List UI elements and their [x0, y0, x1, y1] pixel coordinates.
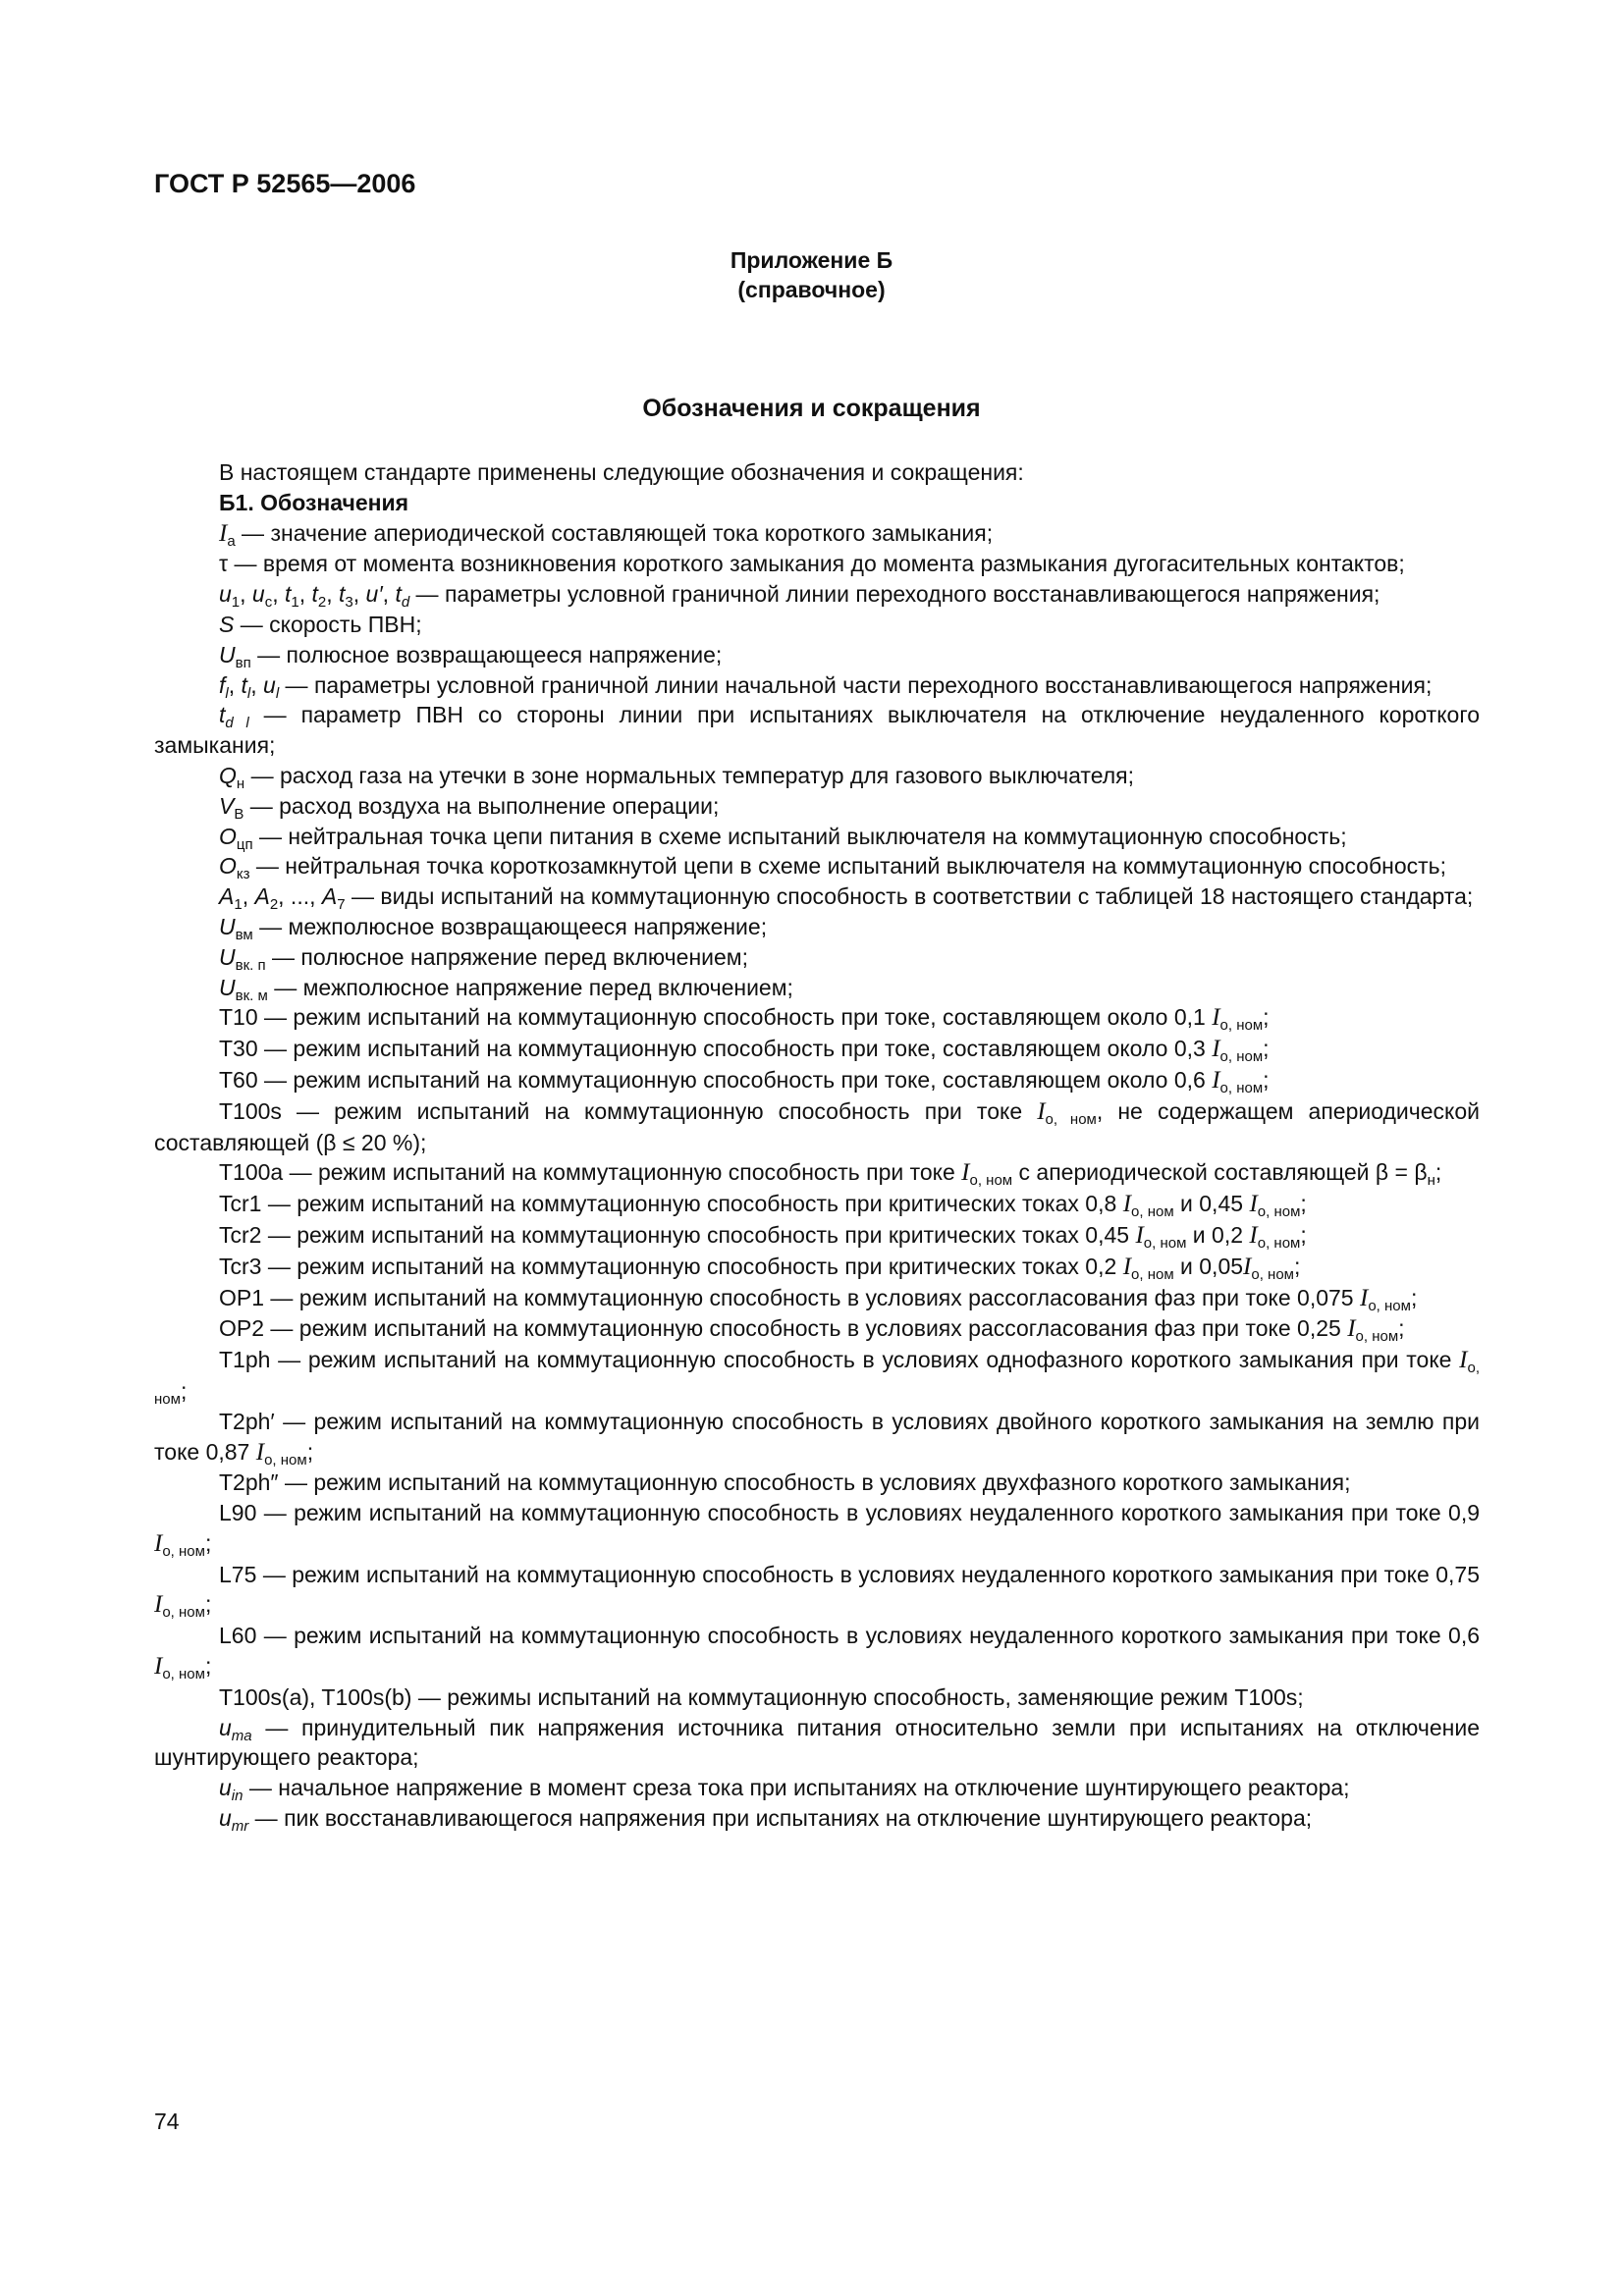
definition-s: S — скорость ПВН; — [219, 611, 422, 637]
definition-uvm: $U_{вм}$ — межполюсное возвращающееся напряжение; — [219, 913, 768, 943]
definition-tau: τ — время от момента возникновения короткого замыкания до момента размыкания дугогасительных контактов; — [219, 551, 1405, 577]
definition-op2: OP2 — режим испытаний на коммутационную способность в условиях рассогласования фаз при токе 0,25 $I_{о, ном}$; — [219, 1315, 1405, 1346]
definition-t100sab: T100s(a), T100s(b) — режимы испытаний на коммутационную способность, заменяющие режим T100s; — [219, 1683, 1304, 1710]
definition-t100s: Т100s — режим испытаний на коммутационную способность при токе $I_{о, ном}$, не содержащем апериодической составляющей (β ≤ 20 %); — [154, 1097, 1480, 1155]
definition-uma: $u_{ma}$ — принудительный пик напряжения источника питания относительно земли при испытаниях на отключение шунтирующего реактора; — [154, 1714, 1480, 1771]
definition-a1: $A_1$, $A_2$, ..., $A_7$ — виды испытаний на коммутационную способность в соответствии с таблицей 18 настоящего стандарта; — [219, 883, 1474, 914]
definition-qn: $Q_н$ — расход газа на утечки в зоне нормальных температур для газового выключателя; — [219, 762, 1134, 792]
appendix-title: Приложение Б — [730, 247, 893, 273]
definition-t2ph2: T2ph″ — режим испытаний на коммутационную способность в условиях двухфазного короткого замыкания; — [219, 1469, 1351, 1496]
definition-tcr2: Tcr2 — режим испытаний на коммутационную способность при критических токах 0,45 $I_{о, ном}$ и 0,2 $I_{о, ном}$; — [219, 1221, 1307, 1252]
intro-paragraph: В настоящем стандарте применены следующие обозначения и сокращения: — [219, 459, 1024, 485]
definition-vv: $V_В$ — расход воздуха на выполнение операции; — [219, 792, 720, 823]
definition-t30: Т30 — режим испытаний на коммутационную способность при токе, составляющем около 0,3 $I_{о, ном}$; — [219, 1036, 1270, 1066]
definition-t1ph: T1ph — режим испытаний на коммутационную способность в условиях однофазного короткого замыкания при токе $I_{о, ном}$; — [154, 1347, 1480, 1408]
section-title: Обозначения и сокращения — [642, 395, 981, 422]
definition-t10: Т10 — режим испытаний на коммутационную способность при токе, составляющем около 0,1 $I_{о, ном}$; — [219, 1004, 1270, 1035]
document-id: ГОСТ Р 52565—2006 — [154, 169, 416, 198]
definition-tcr3: Tcr3 — режим испытаний на коммутационную способность при критических токах 0,2 $I_{о, ном}$ и $0,05I_{о, ном}$; — [219, 1253, 1301, 1283]
subsection-title: Б1. Обозначения — [219, 489, 409, 515]
appendix-kind: (справочное) — [737, 277, 886, 302]
definition-fl: $f_l$, $t_l$, $u_l$ — параметры условной граничной линии начальной части переходного восстанавливающегося напряжения; — [219, 671, 1433, 702]
definition-t100a: Т100а — режим испытаний на коммутационную способность при токе $I_{о, ном}$ с апериодической составляющей $\beta = \beta_н$; — [219, 1159, 1442, 1190]
definition-tdl: $t_{d l}$ — параметр ПВН со стороны линии при испытаниях выключателя на отключение неудаленного короткого замыкания; — [154, 702, 1480, 759]
definition-u1: $u_1$, $u_c$, $t_1$, $t_2$, $t_3$, u′, $t_d$ — параметры условной граничной линии переходного восстанавливающегося напряжения; — [219, 581, 1380, 612]
definition-l90: L90 — режим испытаний на коммутационную способность в условиях неудаленного короткого замыкания при токе 0,9 $I_{о, ном}$; — [154, 1500, 1480, 1560]
definition-t2ph1: T2ph′ — режим испытаний на коммутационную способность в условиях двойного короткого замыкания на землю при токе 0,87 $I_{о, ном}$; — [154, 1408, 1480, 1468]
definition-uvkm: $U_{вк. м}$ — межполюсное напряжение перед включением; — [219, 974, 793, 1004]
document-body — [154, 457, 1480, 1834]
definition-l75: L75 — режим испытаний на коммутационную способность в условиях неудаленного короткого замыкания при токе 0,75 $I_{о, ном}$; — [154, 1561, 1480, 1622]
definition-ia: $I_а$ — значение апериодической составляющей тока короткого замыкания; — [219, 519, 994, 550]
definition-op1: OP1 — режим испытаний на коммутационную способность в условиях рассогласования фаз при токе 0,075 $I_{о, ном}$; — [219, 1284, 1418, 1314]
definition-uin: $u_{in}$ — начальное напряжение в момент среза тока при испытаниях на отключение шунтирующего реактора; — [219, 1775, 1350, 1805]
page-number: 74 — [154, 2109, 180, 2134]
definition-umr: $u_{mr}$ — пик восстанавливающегося напряжения при испытаниях на отключение шунтирующего реактора; — [219, 1805, 1313, 1836]
definition-tcr1: Tcr1 — режим испытаний на коммутационную способность при критических токах 0,8 $I_{о, ном}$ и 0,45 $I_{о, ном}$; — [219, 1191, 1307, 1221]
definition-t60: Т60 — режим испытаний на коммутационную способность при токе, составляющем около 0,6 $I_{о, ном}$; — [219, 1066, 1270, 1096]
definition-okz: $O_{кз}$ — нейтральная точка короткозамкнутой цепи в схеме испытаний выключателя на коммутационную способность; — [219, 853, 1447, 883]
definition-ocp: $O_{цп}$ — нейтральная точка цепи питания в схеме испытаний выключателя на коммутационную способность; — [219, 823, 1347, 853]
definition-l60: L60 — режим испытаний на коммутационную способность в условиях неудаленного короткого замыкания при токе 0,6 $I_{о, ном}$; — [154, 1623, 1480, 1683]
definition-uvkp: $U_{вк. п}$ — полюсное напряжение перед включением; — [219, 943, 748, 974]
definition-uvp: $U_{вп}$ — полюсное возвращающееся напряжение; — [219, 641, 723, 671]
appendix-heading — [0, 245, 1623, 304]
